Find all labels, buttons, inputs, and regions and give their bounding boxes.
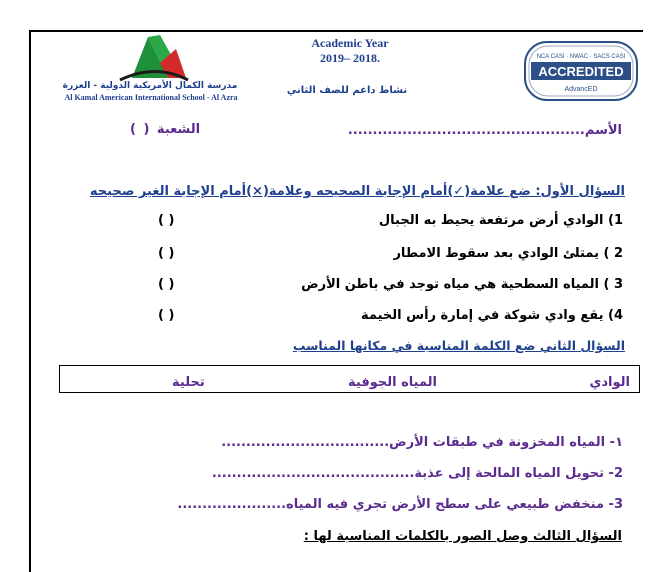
fill-blank-3: 3- منخفض طبيعي على سطح الأرض تجري فيه المياه...................... (177, 497, 623, 512)
fill-blank-1: ١- المياه المخزونة في طبقات الأرض.................................. (221, 435, 623, 450)
accreditation-seal (523, 40, 639, 102)
section-field: الشعبة ( ) (130, 122, 201, 137)
q1-item-1: 1) الوادي أرض مرتفعة يحيط به الجبال (378, 213, 623, 228)
word-bank-word-2: المياه الجوفية (348, 375, 438, 390)
academic-year-block (285, 36, 415, 66)
q1-answer-3: ( ) (158, 277, 175, 292)
seal-top-text: NCA CASI · NWAC · SACS CASI (536, 54, 626, 60)
student-name-field: الأسم................................................ (347, 123, 622, 138)
q1-answer-2: ( ) (158, 246, 175, 261)
seal-main-text: ACCREDITED (538, 64, 624, 79)
page-border (29, 30, 643, 572)
q1-item-4: 4) يقع وادي شوكة في إمارة رأس الخيمة (361, 308, 623, 323)
activity-title: نشاط داعم للصف الثاني (286, 85, 408, 96)
school-name-english: Al Kamal American International School - Al Azra (64, 93, 238, 102)
academic-year-value: 2019– 2018. (320, 51, 380, 65)
academic-year-label: Academic Year (311, 36, 389, 50)
school-name-arabic: مدرسة الكمال الأمريكية الدولية - العزرة (62, 81, 238, 91)
q1-item-3: 3 ) المياه السطحية هي مياه توجد في باطن الأرض (301, 277, 623, 292)
question2-title: السؤال الثاني ضع الكلمة المناسبة في مكانها المناسب (292, 338, 625, 353)
seal-sub-text: AdvancED (564, 86, 598, 93)
word-bank-word-3: تحلية (172, 375, 205, 390)
q1-answer-1: ( ) (158, 213, 175, 228)
q1-item-2: 2 ) يمتلئ الوادي بعد سقوط الامطار (393, 246, 623, 261)
question3-title: السؤال الثالث وصل الصور بالكلمات المناسبة لها : (303, 529, 622, 544)
word-bank-word-1: الوادي (589, 375, 630, 390)
fill-blank-2: 2- تحويل المياه المالحة إلى عذبة......................................... (211, 466, 623, 481)
question1-title: السؤال الأول: ضع علامة(✓)أمام الإجابة الصحيحه وعلامة(×)أمام الإجابة الغير صحيحه (89, 184, 625, 199)
q1-answer-4: ( ) (158, 308, 175, 323)
